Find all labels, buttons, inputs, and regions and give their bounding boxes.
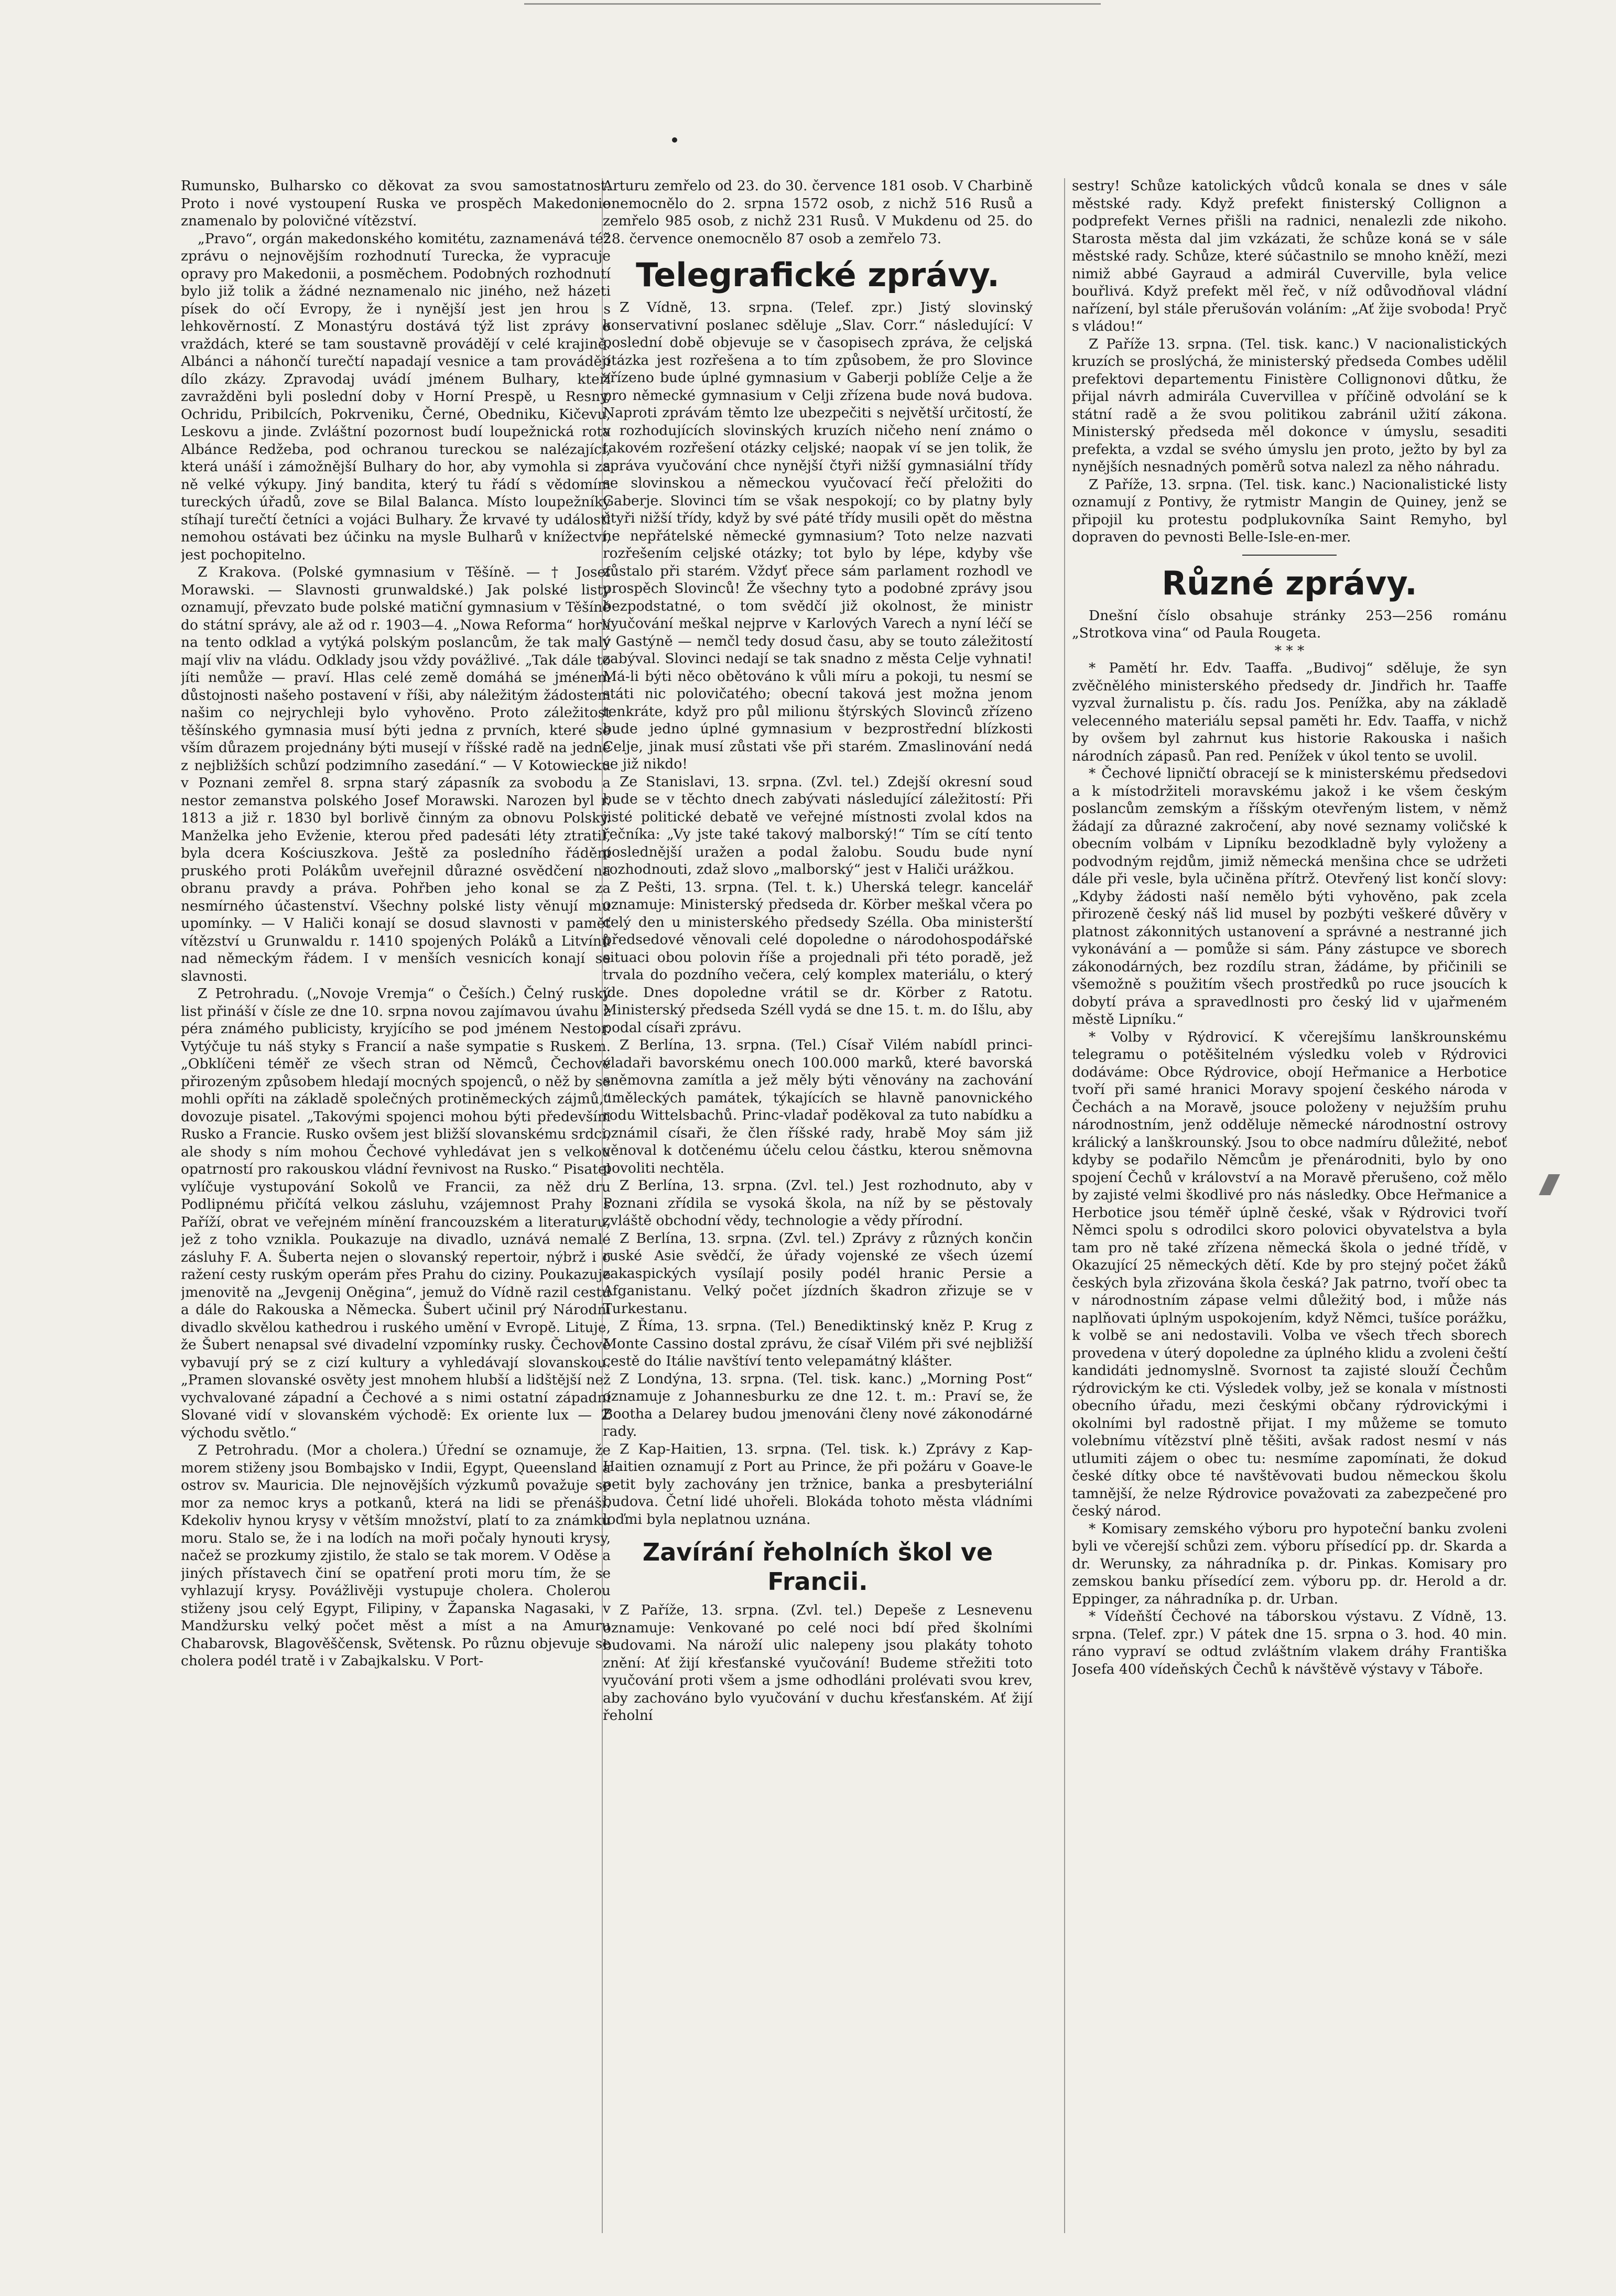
news-rydrovice: * Volby v Rýdrovicí. K včerejšímu lanškrounskému telegramu o potěšitelném výsledku voleb v Rýdrovici dodáváme: Obce Rýdrovice, obojí Heřmanice a Herbotice tvoří při samé hranici Moravy spojení českého národa v Čechách a na Moravě, jsouce položeny v nejužším pruhu národnostním, jenž odděluje německé národnostní ostrovy králický a lanškrounský. Jsou to obce nadmíru důležité, neboť kdyby se podařilo Němcům je přenárodniti, bylo by ono spojení Čechů v království a na Moravě přerušeno, což mělo by zajisté velmi škodlivé pro nás následky. Obce Heřmanice a Herbotice jsou téměř úplně české, však v Rýdrovici tvoří Němci spolu s odrodilci skoro polovici obyvatelstva a byla tam pro ně také zřízena německá škola o jedné třídě, v Okazující 25 německých dětí. Kde by pro stejný počet žáků českých byla zřizována škola česká? Jak patrno, tvoří obec ta v národnostním zápase velmi důležitý bod, i může nás naplňovati úplným uspokojením, když Němci, tušíce porážku, k volbě se ani nedostavili. Volba ve všech třech sborech provedena v úterý dopoledne za úplného klidu a zvoleni čeští kandidáti jednomyslně. Svornost ta zajisté slouží Čechům rýdrovickým ke cti. Výsledek volby, jež se konala v místnosti obecního úřadu, mezi českými občany rýdrovickými i okolními byl radostně přijat. I my můžeme se tomuto volebnímu vítězství plně těšiti, avšak radost nesmí v nás utlumiti zájem o obec tu: nesmíme zapomínati, že dokud české dítky obce té navštěvovati budou německou školu tamnější, že nelze Rýdrovice považovati za zabezpečené pro český národ. bbox=[1072, 1028, 1507, 1519]
news-komisari: * Komisary zemského výboru pro hypoteční banku zvoleni byli ve včerejší schůzi zem. výboru přísedící pp. dr. Skarda a dr. Werunsky, za náhradníka p. dr. Pinkas. Komisary pro zemskou banku přísedící zem. výboru pp. dr. Herold a dr. Eppinger, za náhradníka p. dr. Urban. bbox=[1072, 1520, 1507, 1607]
article-petrohrad-cesi: Z Petrohradu. („Novoje Vremja“ o Češích.) Čelný ruský list přináší v čísle ze dne 10. srpna novou zajímavou úvahu z péra známého publicisty, kryjícího se pod jménem Nestor. Vytýčuje tu náš styky s Francií a naše sympatie s Ruskem. „Obklíčeni téměř ze všech stran od Němců, Čechové přirozeným způsobem hledají mocných spojenců, o něž by se mohli opříti na základě společných protiněmeckých zájmů,“ dovozuje pisatel. „Takovými spojenci mohou býti především Rusko a Francie. Rusko ovšem jest bližší slovanskému srdci, ale shody s ním mohou Čechové vyhledávat jen s velkou opatrností pro rakouskou vládní řevnivost na Rusko.“ Pisatel vylíčuje vystupování Sokolů ve Francii, za něž dru Podlipnému přičítá velkou zásluhu, vzájemnost Prahy s Paříží, obrat ve veřejném mínění francouzském a literaturu, jež z toho vznikla. Poukazuje na divadlo, uznává nemalé zásluhy F. A. Šuberta nejen o slovanský repertoir, nýbrž i o ražení cesty ruským operám přes Prahu do ciziny. Poukazuje jmenovitě na „Jevgenij Oněgina“, jemuž do Vídně razil cestu a dále do Rakouska a Německa. Šubert učinil prý Národní divadlo skvělou kathedrou i ruského umění v Evropě. Lituje, že Šubert nenapsal své divadelní vzpomínky rusky. Čechové vybavují prý se z cizí kultury a vyhledávají slovanskou. „Pramen slovanské osvěty jest mnohem hlubší a lidštější než vychvalované západní a Čechové a s nimi ostatní západní Slované vidí v slovanském východě: Ex oriente lux — Z východu světlo.“ bbox=[181, 985, 611, 1441]
article-paragraph: Arturu zemřelo od 23. do 30. července 181 osob. V Charbině onemocnělo do 2. srpna 1572 osob, z nichž 516 Rusů a zemřelo 985 osob, z nichž 231 Rusů. V Mukdenu od 25. do 28. července onemocnělo 87 osob a zemřelo 73. bbox=[603, 178, 1033, 247]
telegram-paris-3: Z Paříže, 13. srpna. (Tel. tisk. kanc.) Nacionalistické listy oznamují z Pontivy, že rytmistr Mangin de Quiney, jenž se připojil ku protestu podplukovníka Saint Remyho, byl dopraven do pevnosti Belle-Isle-en-mer. bbox=[1072, 476, 1507, 545]
telegram-london: Z Londýna, 13. srpna. (Tel. tisk. kanc.) „Morning Post“ oznamuje z Johannesburku ze dne 12. t. m.: Praví se, že Bootha a Delarey budou jmenováni členy nové zákonodárné rady. bbox=[603, 1370, 1033, 1439]
telegram-kap-haitien: Z Kap-Haitien, 13. srpna. (Tel. tisk. k.) Zprávy z Kap-Haitien oznamují z Port au Prince, že při požáru v Goave-le petit byly zachovány jen tržnice, banka a presbyteriální budova. Četní lidé uhořeli. Blokáda tohoto města vládními loďmi byla neplatnou uznána. bbox=[603, 1441, 1033, 1528]
column-middle bbox=[603, 177, 1033, 2253]
telegram-paris: Z Paříže, 13. srpna. (Zvl. tel.) Depeše z Lesnevenu oznamuje: Venkované po celé noci bdí před školními budovami. Na nároží ulic nalepeny jsou plakáty tohoto znění: Ať žijí křesťanské vyučování! Budeme střežiti toto vyučování proti všem a jsme odhodláni prolévati svou krev, aby zachováno bylo vyučování v duchu křesťanském. Ať žijí řeholní bbox=[603, 1602, 1033, 1724]
section-divider bbox=[1242, 555, 1337, 556]
telegram-stanislav: Ze Stanislavi, 13. srpna. (Zvl. tel.) Zdejší okresní soud bude se v těchto dnech zabývati následující záležitostí: Při jisté politické debatě ve veřejné místnosti zvolal kdos na řečníka: „Vy jste také takový malborský!“ Tím se cítí tento poslednější uražen a podal žalobu. Soudu bude nyní rozhodnouti, zdaž slovo „malborský“ jest v Haliči urážkou. bbox=[603, 773, 1033, 878]
telegram-paris-2: Z Paříže 13. srpna. (Tel. tisk. kanc.) V nacionalistických kruzích se proslýchá, že ministerský předseda Combes udělil prefektovi departementu Finistère Collignonovi důtku, že přijal návrh admirála Cuvervillea v příčině odvolání se k státní radě a že svou politikou zabránil užití zákona. Ministerský předseda měl dokonce v úmyslu, sesaditi prefekta, a vzdal se svého úmyslu jen proto, ježto by byl za nynějších nesnadných poměrů sotva nalezl za něho náhradu. bbox=[1072, 335, 1507, 475]
article-krakov: Z Krakova. (Polské gymnasium v Těšíně. — † Josef Morawski. — Slavnosti grunwaldské.) Jak polské listy oznamují, převzato bude polské matiční gymnasium v Těšíně do státní správy, ale až od r. 1903—4. „Nowa Reforma“ horlí na tento odklad a vytýká polským poslancům, že tak malý mají vliv na vládu. Odklady jsou vždy povážlivé. „Tak dále to jíti nemůže — praví. Hlas celé země domáhá se jménem důstojnosti našeho postavení v říši, aby náležitým žádostem našim co nejrychleji bylo vyhověno. Proto záležitost těšínského gymnasia musí býti jedna z prvních, které se vším důrazem projednány býti musejí v říšské radě na jedné z nejbližších schůzí podzimního zasedání.“ — V Kotowiecku v Poznani zemřel 8. srpna starý zápasník za svobodu a nestor zemanstva polského Josef Morawski. Narozen byl r. 1813 a již r. 1830 byl borlivě činným za obnovu Polsky. Manželka jeho Evženie, kterou před padesáti léty ztratil, byla dcera Kościuszkova. Ještě za posledního řádění pruského proti Polákům uveřejnil důrazné osvědčení na obranu pravdy a práva. Pohřben jeho konal se za nesmírného účastenství. Všechny polské listy věnují mu upomínky. — V Haliči konají se dosud slavnosti v paměť vítězství u Grunwaldu r. 1410 spojených Poláků a Litvínů nad německým řádem. I v menších vesnicích konají se slavnosti. bbox=[181, 564, 611, 984]
top-edge-rule bbox=[524, 3, 1101, 5]
section-heading-telegraph: Telegrafické zprávy. bbox=[636, 256, 1000, 294]
article-paragraph: „Pravo“, orgán makedonského komitétu, zaznamenává též zprávu o nejnovějším rozhodnutí Turecka, že vypracuje opravy pro Makedonii, a posměchem. Podobných rozhodnutí bylo již tolik a žádné neznamenalo nic jiného, než házeti písek do očí Evropy, že i nynější jest jen hrou s lehkověrností. Z Monastýru dostává týž list zprávy o vraždách, které se tam soustavně provádějí v celé krajině. Albánci a náhončí turečtí napadají vesnice a tam provádějí dílo zkázy. Zpravodaj uvádí jménem Bulhary, kteří zavražděni byli poslední doby v Horní Prespě, u Resny, Ochridu, Pribilcích, Pokrveniku, Černé, Obedniku, Kičevu, Leskovu a jinde. Zvláštní pozornost budí loupežnická rota Albánce Redžeba, pod ochranou tureckou se nalézající, která unáší i zámožnější Bulhary do hor, aby vymohla si za ně velké výkupy. Jiný bandita, který tu řádí s vědomím tureckých úřadů, zove se Bilal Balanca. Místo loupežníky stíhají turečtí četníci a vojáci Bulhary. Že krvavé ty události nemohou ostávati bez účinku na mysle Bulharů v knížectví, jest pochopitelno. bbox=[181, 230, 611, 563]
telegram-vienna: Z Vídně, 13. srpna. (Telef. zpr.) Jistý slovinský konservativní poslanec sděluje „Slav. Corr.“ následující: V poslední době objevuje se v časopisech zpráva, že celjská otázka jest rozřešena a to tím způsobem, že pro Slovince zřízeno bude úplné gymnasium v Gaberji poblíže Celje a že pro německé gymnasium v Celji zřízena bude nová budova. Naproti zprávám těmto lze ubezpečiti s největší určitostí, že v rozhodujících slovinských kruzích ničeho není známo o takovém rozřešení otázky celjské; naopak ví se jen tolik, že správa vyučování chce nynější čtyři nižší gymnasiální třídy se slovinskou a německou vyučovací řečí přeložiti do Gaberje. Slovinci tím se však nespokojí; co by platny byly čtyři nižší třídy, když by své páté třídy musili opět do městna ne nepřátelské německé gymnasium? Toto nelze nazvati rozřešením celjské otázky; tot bylo by lépe, kdyby vše zůstalo při starém. Vždyť přece sám parlament rozhodl ve prospěch Slovinců! Že všechny tyto a podobné zprávy jsou bezpodstatné, o tom svědčí již okolnost, že ministr vyučování meškal nejprve v Karlových Varech a nyní léčí se v Gastýně — nemčl tedy dosud času, aby se touto záležitostí zabýval. Slovinci nedají se tak snadno z města Celje vyhnati! Má-li býti něco obětováno k vůli míru a pokoji, tu nesmí se státi nic polovičatého; obecní taková jest možna jenom tenkráte, když pro půl milionu štýrských Slovinců zřízeno bude jedno úplné gymnasium v bezprostřední blízkosti Celje, jinak musí zůstati vše při starém. Zmaslinování nedá se již nikdo! bbox=[603, 299, 1033, 772]
stars-divider: * * * bbox=[1274, 642, 1305, 659]
telegram-berlin-3: Z Berlína, 13. srpna. (Zvl. tel.) Zprávy z různých končin ruské Asie svědčí, že úřady vojenské ze všech území zakaspických vysílají posily podél hranic Persie a Afganistanu. Velký počet jízdních škadron zřizuje se v Turkestanu. bbox=[603, 1230, 1033, 1317]
news-tabor: * Vídeňští Čechové na táborskou výstavu. Z Vídně, 13. srpna. (Telef. zpr.) V pátek dne 15. srpna o 3. hod. 40 min. ráno vypraví se odtud zvláštním vlakem dráhy Františka Josefa 400 vídeňských Čechů k návštěvě výstavy v Táboře. bbox=[1072, 1608, 1507, 1677]
page-dot bbox=[672, 137, 677, 143]
novel-notice: Dnešní číslo obsahuje stránky 253—256 románu „Strotkova vina“ od Paula Rougeta. bbox=[1072, 607, 1507, 641]
article-paragraph: Rumunsko, Bulharsko co děkovat za svou samostatnost. Proto i nové vystoupení Ruska ve prospěch Makedonie znamenalo by polovičné vítězství. bbox=[181, 178, 611, 229]
section-heading-misc: Různé zprávy. bbox=[1162, 564, 1417, 602]
article-paragraph: sestry! Schůze katolických vůdců konala se dnes v sále městské rady. Když prefekt finisterský Collignon a podprefekt Vernes přišli na radnici, nenalezli zde nikoho. Starosta města dal jim vzkázati, že schůze koná se v sále městské rady. Schůze, které súčastnilo se mnoho kněží, mezi nimiž abbé Gayraud a admirál Cuverville, byla velice bouřlivá. Když prefekt měl řeč, v níž odůvodňoval vládní nařízení, byl stále přerušován voláním: „Ať žije svoboda! Pryč s vládou!“ bbox=[1072, 178, 1507, 334]
column-rule-2 bbox=[1064, 178, 1065, 2233]
telegram-pest: Z Pešti, 13. srpna. (Tel. t. k.) Uherská telegr. kancelář oznamuje: Ministerský předseda dr. Körber meškal včera po celý den u ministerského předsedy Szélla. Oba ministerští předsedové věnovali celé dopoledne o národohospodářské situaci obou polovin říše a projednali při této poradě, jež trvala do pozdního večera, celý komplex materiálu, o který jde. Dnes dopoledne vrátil se dr. Körber z Ratotu. Ministerský předseda Széll vydá se dne 15. t. m. do Išlu, aby podal císaři zprávu. bbox=[603, 879, 1033, 1036]
news-taaffe: * Pamětí hr. Edv. Taaffa. „Budivoj“ sděluje, že syn zvěčnělého ministerského předsedy dr. Jindřich hr. Taaffe vyzval žurnalistu p. čís. radu Jos. Penížka, aby na základě velecenného materiálu sepsal paměti hr. Edv. Taaffa, v nichž by ovšem byl zahrnut kus historie Rakouska i našich národních zápasů. Pan red. Penížek v úkol tento se uvolil. bbox=[1072, 660, 1507, 764]
ink-mark bbox=[1539, 1174, 1560, 1195]
article-petrohrad-mor: Z Petrohradu. (Mor a cholera.) Úřední se oznamuje, že morem stiženy jsou Bombajsko v Indii, Egypt, Queensland a ostrov sv. Mauricia. Dle nejnovějších výzkumů považuje se mor za nemoc krys a potkanů, která na lidi se přenáší. Kdekoliv hynou krysy v větším množství, platí to za známku moru. Stalo se, že i na lodích na moři počaly hynouti krysy, načež se prozkumy zjistilo, že stalo se tak morem. V Oděse a jiných přístavech činí se opatření proti moru tím, že se vyhlazují krysy. Povážlivěji vystupuje cholera. Cholerou stiženy jsou celý Egypt, Filipiny, v Žapanska Nagasaki, v Mandžursku velký počet měst a míst a na Amuru Chabarovsk, Blagověščensk, Světensk. Po různu objevuje se cholera podél tratě i v Zabajkalsku. V Port- bbox=[181, 1442, 611, 1669]
column-right bbox=[1072, 177, 1507, 2253]
telegram-rome: Z Říma, 13. srpna. (Tel.) Benediktinský kněz P. Krug z Monte Cassino dostal zprávu, že císař Vilém při své nejbližší cestě do Itálie navštíví tento velepamátný klášter. bbox=[603, 1318, 1033, 1369]
news-lipnik: * Čechové lipničtí obracejí se k ministerskému předsedovi a k místodržiteli moravskému jakož i ke všem českým poslancům zemským a říšským otevřeným listem, v němž žádají za důrazné zakročení, aby nové seznamy voličské k obecním volbám v Lipníku bezodkladně byly vyloženy a podvodným rejdům, jimiž německá menšina chce se udržeti dále při vesle, byla učiněna přítrž. Otevřený list končí slovy: „Kdyby žádosti naší nemělo býti vyhověno, pak zcela přirozeně český náš lid musel by pozbýti veškeré důvěry v platnost zákonnitých ustanovení a správné a nestranné jich vykonávání a — pomůže si sám. Pány zástupce ve sborech zákonodárných, bez rozdílu stran, žádáme, by přičinili se všemožně s použitím všech prostředků po ruce jsoucích k dobytí práva a spravedlnosti pro český lid v ujařmeném městě Lipníku.“ bbox=[1072, 765, 1507, 1027]
column-left bbox=[181, 177, 611, 2253]
telegram-berlin-2: Z Berlína, 13. srpna. (Zvl. tel.) Jest rozhodnuto, aby v Poznani zřídila se vysoká škola, na níž by se pěstovaly zvláště obchodní vědy, technologie a vědy přírodní. bbox=[603, 1177, 1033, 1229]
section-heading-schools: Zavírání řeholních škol ve Francii. bbox=[642, 1538, 993, 1596]
telegram-berlin-1: Z Berlína, 13. srpna. (Tel.) Císař Vilém nabídl princi-vladaři bavorskému onech 100.000 marků, které bavorská sněmovna zamítla a jež měly býti věnovány na zachování uměleckých památek, týkajících se hlavně panovnického rodu Wittelsbachů. Princ-vladař poděkoval za tuto nabídku a oznámil císaři, že člen říšské rady, hrabě Moy sám již věnoval k dotčenému účelu celou částku, kterou sněmovna povoliti nechtěla. bbox=[603, 1037, 1033, 1176]
